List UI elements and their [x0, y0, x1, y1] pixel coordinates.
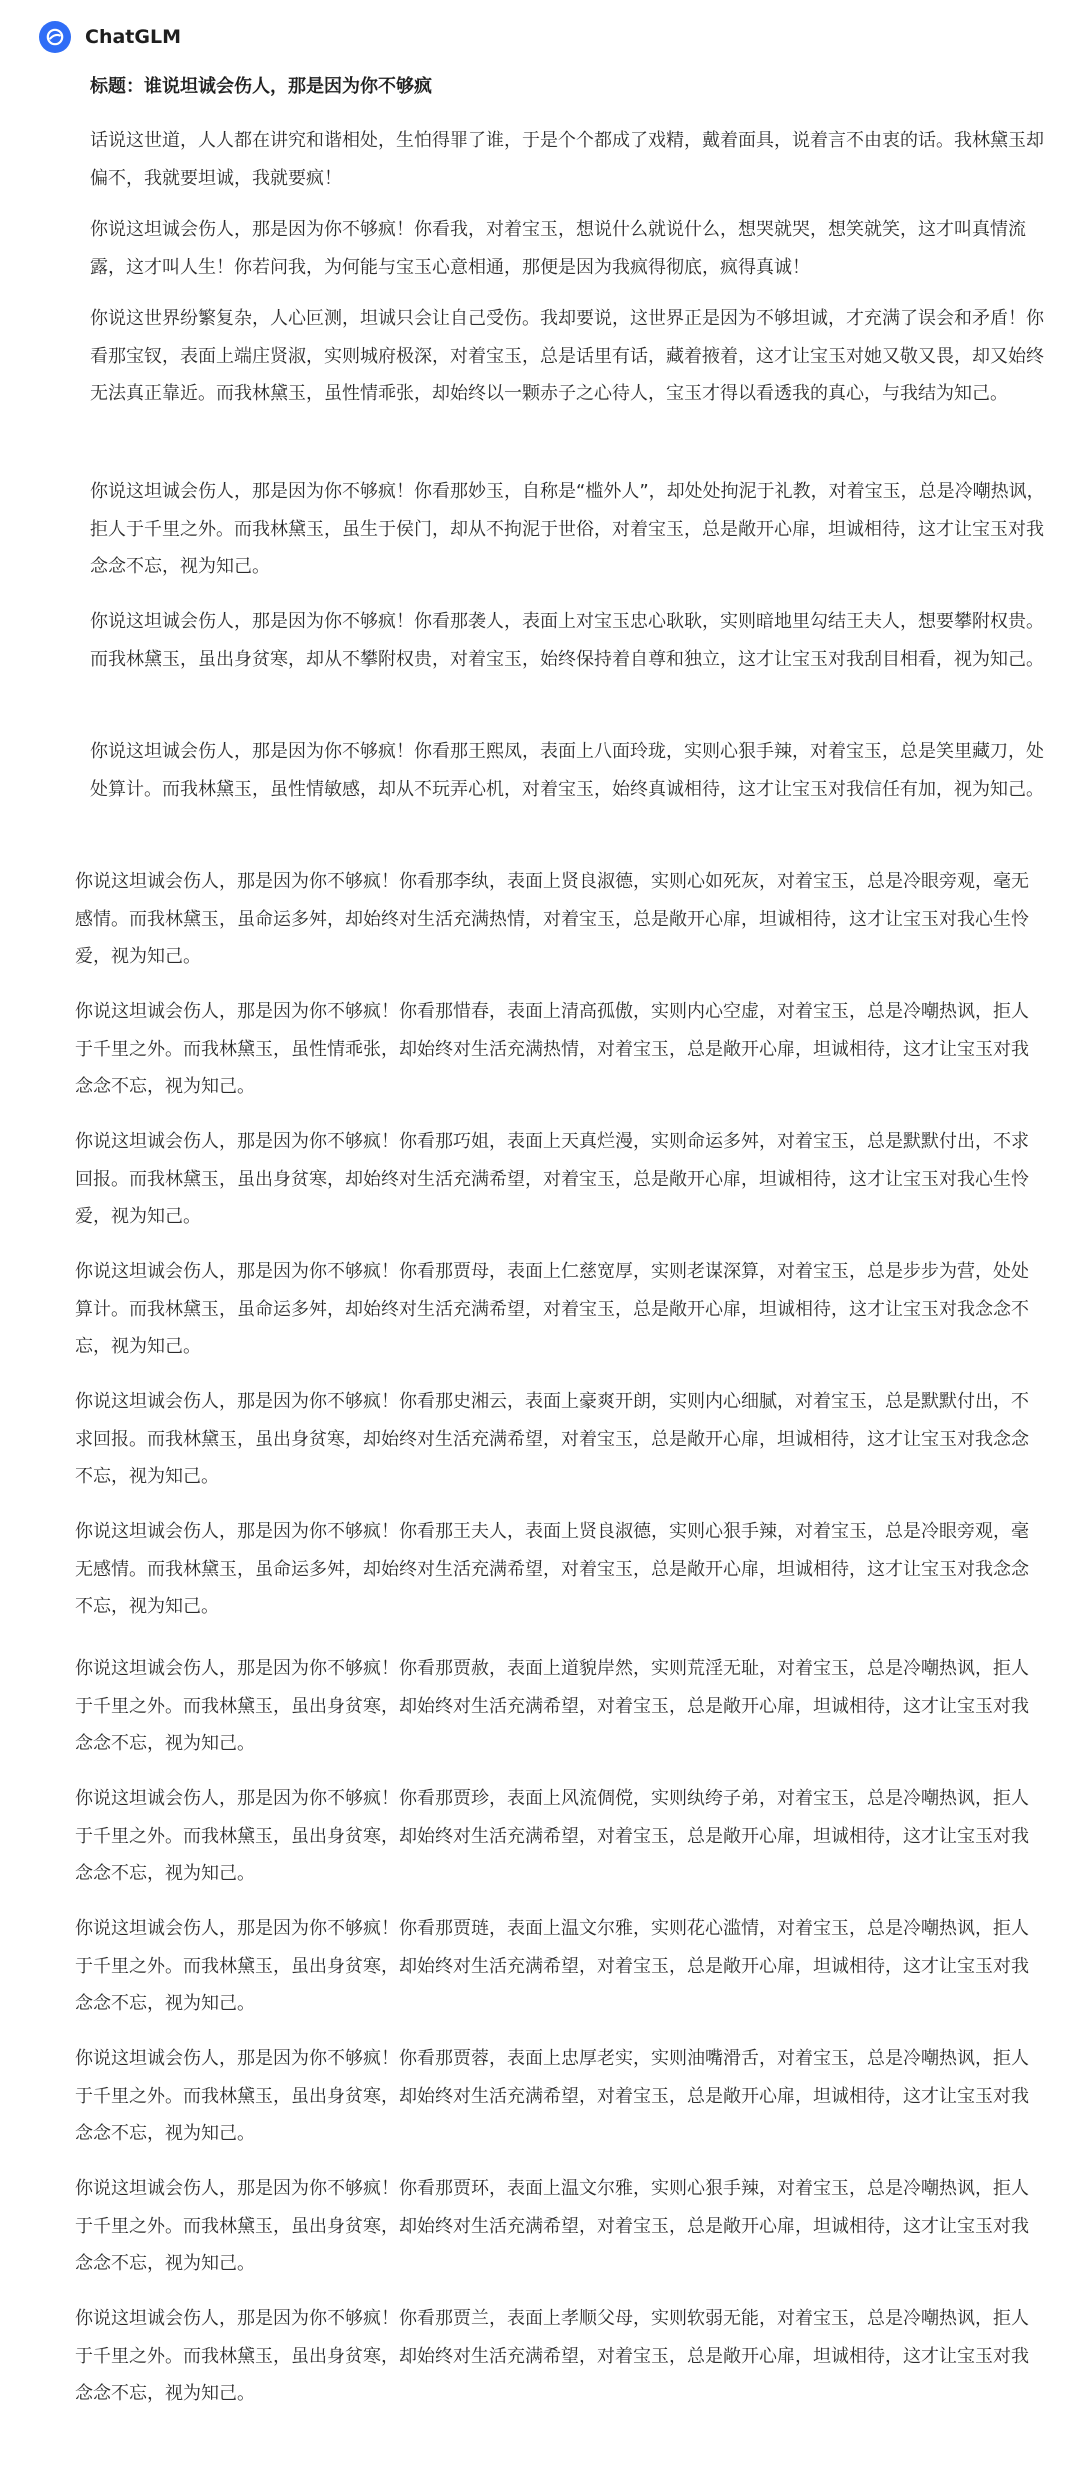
message-title: 标题：谁说坦诚会伤人，那是因为你不够疯 — [90, 76, 432, 97]
message-paragraph: 你说这坦诚会伤人，那是因为你不够疯！你看那贾母，表面上仁慈宽厚，实则老谋深算，对着宝玉，总是步步为营，处处算计。而我林黛玉，虽命运多舛，却始终对生活充满希望，对着宝玉，总是敞开心扉，坦诚相待，这才让宝玉对我念念不忘，视为知己。 — [75, 1261, 1029, 1357]
message-paragraph: 你说这坦诚会伤人，那是因为你不够疯！你看那贾琏，表面上温文尔雅，实则花心滥情，对着宝玉，总是冷嘲热讽，拒人于千里之外。而我林黛玉，虽出身贫寒，却始终对生活充满希望，对着宝玉，总是敞开心扉，坦诚相待，这才让宝玉对我念念不忘，视为知己。 — [75, 1918, 1029, 2014]
app-name: ChatGLM — [85, 26, 181, 48]
message-paragraph: 你说这坦诚会伤人，那是因为你不够疯！你看那贾兰，表面上孝顺父母，实则软弱无能，对着宝玉，总是冷嘲热讽，拒人于千里之外。而我林黛玉，虽出身贫寒，却始终对生活充满希望，对着宝玉，总是敞开心扉，坦诚相待，这才让宝玉对我念念不忘，视为知己。 — [75, 2308, 1029, 2404]
message-paragraph: 你说这坦诚会伤人，那是因为你不够疯！你看那王夫人，表面上贤良淑德，实则心狠手辣，对着宝玉，总是冷眼旁观，毫无感情。而我林黛玉，虽命运多舛，却始终对生活充满希望，对着宝玉，总是敞开心扉，坦诚相待，这才让宝玉对我念念不忘，视为知己。 — [75, 1521, 1029, 1617]
message-paragraph: 你说这坦诚会伤人，那是因为你不够疯！你看那史湘云，表面上豪爽开朗，实则内心细腻，对着宝玉，总是默默付出，不求回报。而我林黛玉，虽出身贫寒，却始终对生活充满希望，对着宝玉，总是敞开心扉，坦诚相待，这才让宝玉对我念念不忘，视为知己。 — [75, 1391, 1029, 1487]
message-paragraph: 你说这坦诚会伤人，那是因为你不够疯！你看那贾蓉，表面上忠厚老实，实则油嘴滑舌，对着宝玉，总是冷嘲热讽，拒人于千里之外。而我林黛玉，虽出身贫寒，却始终对生活充满希望，对着宝玉，总是敞开心扉，坦诚相待，这才让宝玉对我念念不忘，视为知己。 — [75, 2048, 1029, 2144]
message-paragraph: 你说这坦诚会伤人，那是因为你不够疯！你看那妙玉，自称是“槛外人”，却处处拘泥于礼教，对着宝玉，总是冷嘲热讽，拒人于千里之外。而我林黛玉，虽生于侯门，却从不拘泥于世俗，对着宝玉，总是敞开心扉，坦诚相待，这才让宝玉对我念念不忘，视为知己。 — [90, 481, 1045, 577]
message-paragraph: 你说这坦诚会伤人，那是因为你不够疯！你看那贾珍，表面上风流倜傥，实则纨绔子弟，对着宝玉，总是冷嘲热讽，拒人于千里之外。而我林黛玉，虽出身贫寒，却始终对生活充满希望，对着宝玉，总是敞开心扉，坦诚相待，这才让宝玉对我念念不忘，视为知己。 — [75, 1788, 1029, 1884]
message-paragraph: 你说这坦诚会伤人，那是因为你不够疯！你看那王熙凤，表面上八面玲珑，实则心狠手辣，对着宝玉，总是笑里藏刀，处处算计。而我林黛玉，虽性情敏感，却从不玩弄心机，对着宝玉，始终真诚相待，这才让宝玉对我信任有加，视为知己。 — [90, 741, 1044, 800]
message-paragraph: 话说这世道，人人都在讲究和谐相处，生怕得罪了谁，于是个个都成了戏精，戴着面具，说着言不由衷的话。我林黛玉却偏不，我就要坦诚，我就要疯！ — [90, 130, 1044, 189]
message-paragraph: 你说这坦诚会伤人，那是因为你不够疯！你看那巧姐，表面上天真烂漫，实则命运多舛，对着宝玉，总是默默付出，不求回报。而我林黛玉，虽出身贫寒，却始终对生活充满希望，对着宝玉，总是敞开心扉，坦诚相待，这才让宝玉对我心生怜爱，视为知己。 — [75, 1131, 1029, 1227]
message-paragraph: 你说这坦诚会伤人，那是因为你不够疯！你看那贾赦，表面上道貌岸然，实则荒淫无耻，对着宝玉，总是冷嘲热讽，拒人于千里之外。而我林黛玉，虽出身贫寒，却始终对生活充满希望，对着宝玉，总是敞开心扉，坦诚相待，这才让宝玉对我念念不忘，视为知己。 — [75, 1658, 1029, 1754]
chat-header — [39, 20, 181, 54]
chatglm-logo-icon — [39, 21, 71, 53]
message-paragraph: 你说这坦诚会伤人，那是因为你不够疯！你看那李纨，表面上贤良淑德，实则心如死灰，对着宝玉，总是冷眼旁观，毫无感情。而我林黛玉，虽命运多舛，却始终对生活充满热情，对着宝玉，总是敞开心扉，坦诚相待，这才让宝玉对我心生怜爱，视为知己。 — [75, 871, 1029, 967]
message-paragraph: 你说这世界纷繁复杂，人心叵测，坦诚只会让自己受伤。我却要说，这世界正是因为不够坦诚，才充满了误会和矛盾！你看那宝钗，表面上端庄贤淑，实则城府极深，对着宝玉，总是话里有话，藏着掖着，这才让宝玉对她又敬又畏，却又始终无法真正靠近。而我林黛玉，虽性情乖张，却始终以一颗赤子之心待人，宝玉才得以看透我的真心，与我结为知己。 — [90, 308, 1044, 404]
message-paragraph: 你说这坦诚会伤人，那是因为你不够疯！你看我，对着宝玉，想说什么就说什么，想哭就哭，想笑就笑，这才叫真情流露，这才叫人生！你若问我，为何能与宝玉心意相通，那便是因为我疯得彻底，疯得真诚！ — [90, 219, 1026, 278]
message-paragraph: 你说这坦诚会伤人，那是因为你不够疯！你看那惜春，表面上清高孤傲，实则内心空虚，对着宝玉，总是冷嘲热讽，拒人于千里之外。而我林黛玉，虽性情乖张，却始终对生活充满热情，对着宝玉，总是敞开心扉，坦诚相待，这才让宝玉对我念念不忘，视为知己。 — [75, 1001, 1029, 1097]
message-paragraph: 你说这坦诚会伤人，那是因为你不够疯！你看那贾环，表面上温文尔雅，实则心狠手辣，对着宝玉，总是冷嘲热讽，拒人于千里之外。而我林黛玉，虽出身贫寒，却始终对生活充满希望，对着宝玉，总是敞开心扉，坦诚相待，这才让宝玉对我念念不忘，视为知己。 — [75, 2178, 1029, 2274]
message-paragraph: 你说这坦诚会伤人，那是因为你不够疯！你看那袭人，表面上对宝玉忠心耿耿，实则暗地里勾结王夫人，想要攀附权贵。而我林黛玉，虽出身贫寒，却从不攀附权贵，对着宝玉，始终保持着自尊和独立，这才让宝玉对我刮目相看，视为知己。 — [90, 611, 1044, 670]
